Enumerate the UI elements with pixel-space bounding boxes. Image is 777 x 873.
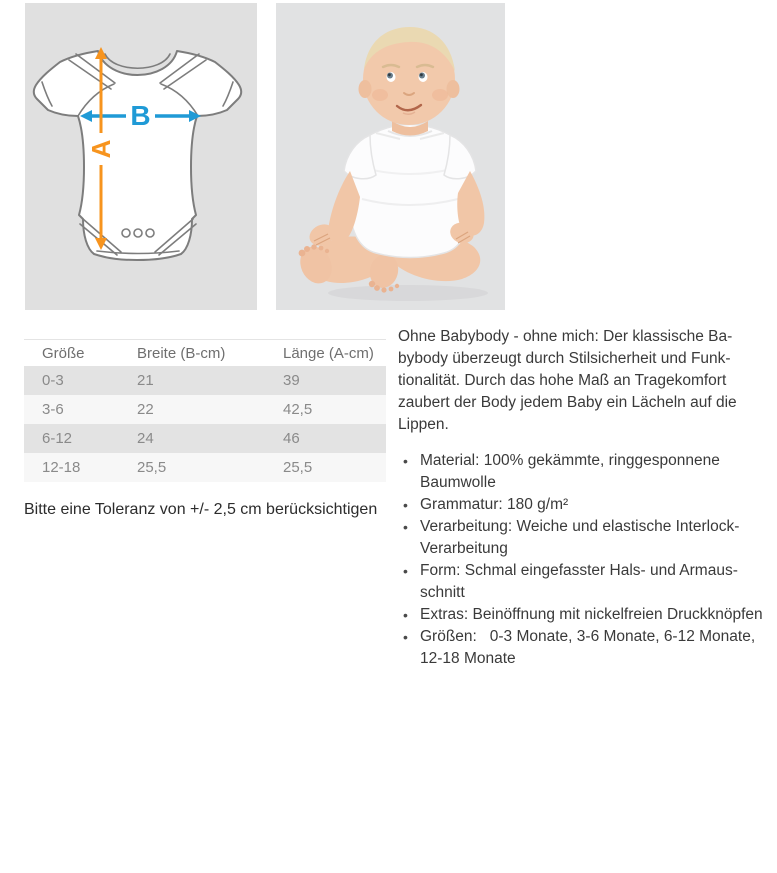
spec-item-material: • Material: 100% gekämmte, ringgesponnene Baumwolle [398, 450, 773, 494]
spec-item-form: • Form: Schmal eingefasster Hals- und Armausschnitt [398, 560, 773, 604]
column-header-laenge: Länge (A-cm) [283, 344, 374, 362]
description-intro: Ohne Babybody - ohne mich: Der klassische Babybody überzeugt durch Stilsicherheit und Funktionalität. Durch das hohe Maß an Tragekomfort zaubert der Body jedem Baby ein Lächeln auf die Lippen. [398, 328, 737, 433]
spec-list [398, 450, 773, 670]
bullet-marker: • [403, 607, 408, 623]
spec-item-grammatur: • Grammatur: 180 g/m² [398, 494, 773, 516]
size-table-header-row [24, 340, 386, 367]
bullet-marker: • [403, 629, 408, 645]
width-label-b: B [130, 100, 151, 131]
table-row: 3-6 22 42,5 [24, 395, 386, 424]
spec-item-groessen: • Größen: 0-3 Monate, 3-6 Monate, 6-12 Monate, 12-18 Monate [398, 626, 773, 670]
bullet-marker: • [403, 453, 408, 469]
bodysuit-measurement-diagram [25, 3, 257, 310]
size-diagram-panel [25, 3, 257, 310]
product-description [398, 326, 773, 670]
table-row: 0-3 21 39 [24, 366, 386, 395]
bullet-marker: • [403, 519, 408, 535]
bullet-marker: • [403, 497, 408, 513]
baby-wearing-bodysuit-photo [276, 3, 505, 310]
spec-item-verarbeitung: • Verarbeitung: Weiche und elastische Interlock-Verarbeitung [398, 516, 773, 560]
column-header-groesse: Größe [42, 344, 85, 362]
length-label-a: A [86, 139, 116, 159]
spec-item-extras: • Extras: Beinöffnung mit nickelfreien Druckknöpfen [398, 604, 773, 626]
tolerance-note: Bitte eine Toleranz von +/- 2,5 cm berücksichtigen [24, 501, 378, 518]
bullet-marker: • [403, 563, 408, 579]
table-row: 6-12 24 46 [24, 424, 386, 453]
table-row: 12-18 25,5 25,5 [24, 453, 386, 482]
size-table [24, 339, 386, 482]
column-header-breite: Breite (B-cm) [137, 344, 226, 362]
product-photo-panel [276, 3, 505, 310]
